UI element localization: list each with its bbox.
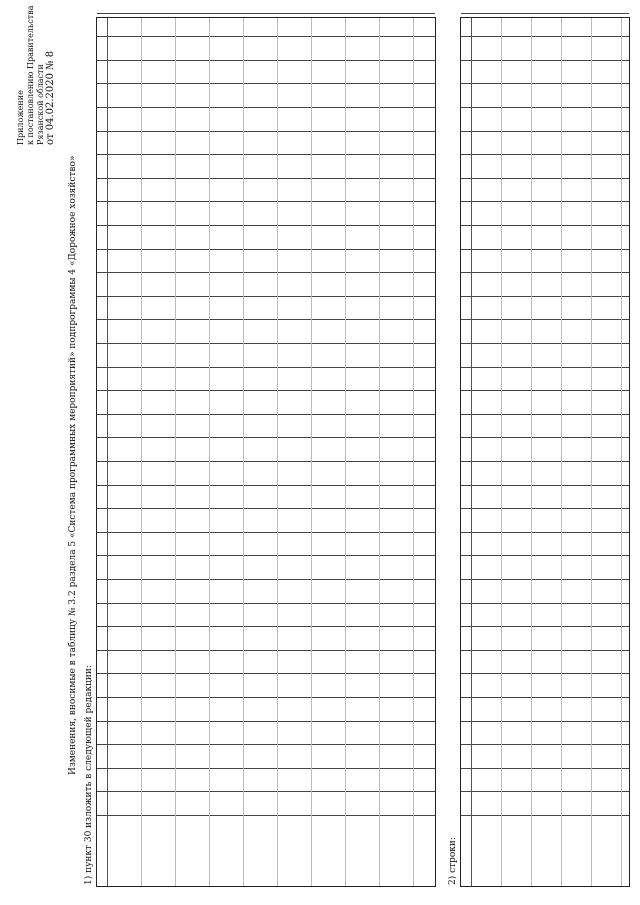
column-divider xyxy=(97,225,435,226)
row-divider xyxy=(141,18,142,886)
row-divider xyxy=(379,18,380,886)
column-divider xyxy=(461,319,629,320)
column-divider xyxy=(97,107,435,108)
column-divider xyxy=(97,579,435,580)
row-divider xyxy=(243,18,244,886)
column-divider xyxy=(97,178,435,179)
row-divider xyxy=(209,18,210,886)
column-divider xyxy=(97,131,435,132)
column-divider xyxy=(97,603,435,604)
column-divider xyxy=(97,414,435,415)
column-divider xyxy=(461,36,629,37)
column-divider xyxy=(97,296,435,297)
column-divider xyxy=(461,178,629,179)
column-divider xyxy=(461,579,629,580)
column-divider xyxy=(461,414,629,415)
column-divider xyxy=(97,83,435,84)
row-divider xyxy=(175,18,176,886)
column-divider xyxy=(97,367,435,368)
column-divider xyxy=(97,650,435,651)
column-divider xyxy=(461,603,629,604)
table-1 xyxy=(96,17,436,887)
column-divider xyxy=(97,13,435,14)
column-divider xyxy=(97,768,435,769)
column-divider xyxy=(461,768,629,769)
column-divider xyxy=(97,697,435,698)
row-divider xyxy=(311,18,312,886)
column-divider xyxy=(461,721,629,722)
column-divider xyxy=(97,485,435,486)
column-divider xyxy=(97,390,435,391)
column-divider xyxy=(461,131,629,132)
column-divider xyxy=(461,390,629,391)
column-divider xyxy=(461,508,629,509)
column-divider xyxy=(97,791,435,792)
column-divider xyxy=(461,201,629,202)
row-divider xyxy=(531,18,532,886)
column-divider xyxy=(461,485,629,486)
section-2-caption: 2) строки: xyxy=(448,837,458,885)
column-divider xyxy=(461,367,629,368)
column-divider xyxy=(97,272,435,273)
column-divider xyxy=(461,697,629,698)
column-divider xyxy=(97,626,435,627)
row-divider xyxy=(621,18,622,886)
column-divider xyxy=(461,13,629,14)
column-divider xyxy=(97,673,435,674)
column-divider xyxy=(97,60,435,61)
column-divider xyxy=(97,343,435,344)
column-divider xyxy=(461,225,629,226)
header-divider xyxy=(107,18,108,886)
column-divider xyxy=(97,532,435,533)
row-divider xyxy=(591,18,592,886)
column-divider xyxy=(461,555,629,556)
column-divider xyxy=(461,461,629,462)
row-divider xyxy=(345,18,346,886)
row-divider xyxy=(501,18,502,886)
column-divider xyxy=(461,83,629,84)
column-divider xyxy=(461,673,629,674)
column-divider xyxy=(461,650,629,651)
column-divider xyxy=(461,744,629,745)
column-divider xyxy=(97,154,435,155)
column-divider xyxy=(461,272,629,273)
column-divider xyxy=(97,249,435,250)
column-divider xyxy=(97,437,435,438)
column-divider xyxy=(461,791,629,792)
document-title: Изменения, вносимые в таблицу № 3.2 раздела 5 «Система программных мероприятий» подпрограммы 4 «Дорожное хозяйство» xyxy=(68,155,78,775)
column-divider xyxy=(97,36,435,37)
row-divider xyxy=(561,18,562,886)
header-line-1: Приложение xyxy=(16,90,25,145)
column-divider xyxy=(461,107,629,108)
header-line-2: к постановлению Правительства xyxy=(26,5,35,145)
column-divider xyxy=(461,60,629,61)
column-divider xyxy=(461,437,629,438)
column-divider xyxy=(97,744,435,745)
column-divider xyxy=(97,815,435,816)
column-divider xyxy=(461,343,629,344)
row-divider xyxy=(277,18,278,886)
column-divider xyxy=(461,626,629,627)
header-line-4: от 04.02.2020 № 8 xyxy=(45,50,56,145)
row-divider xyxy=(413,18,414,886)
column-divider xyxy=(97,461,435,462)
column-divider xyxy=(97,201,435,202)
section-1-caption: 1) пункт 30 изложить в следующей редакции: xyxy=(84,665,94,885)
column-divider xyxy=(97,555,435,556)
column-divider xyxy=(461,532,629,533)
column-divider xyxy=(461,815,629,816)
column-divider xyxy=(97,721,435,722)
header-line-3: Рязанской области xyxy=(36,64,45,145)
column-divider xyxy=(97,508,435,509)
column-divider xyxy=(461,154,629,155)
table-2 xyxy=(460,17,630,887)
header-divider xyxy=(471,18,472,886)
column-divider xyxy=(461,249,629,250)
column-divider xyxy=(97,319,435,320)
column-divider xyxy=(461,296,629,297)
